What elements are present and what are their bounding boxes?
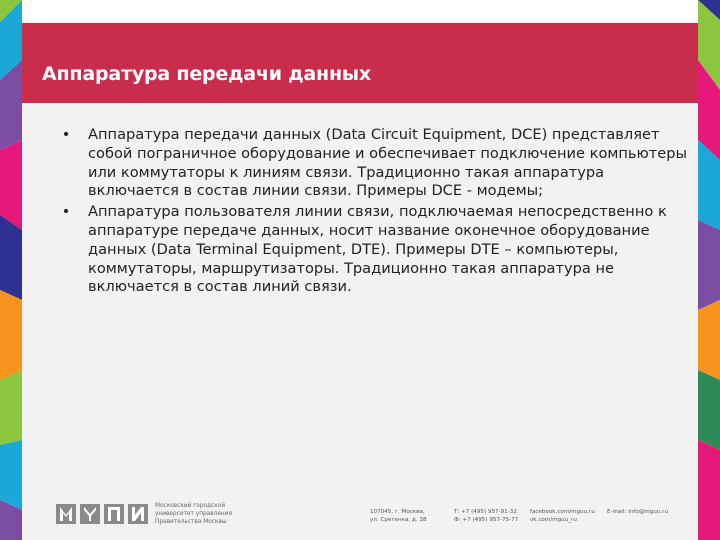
facebook-link[interactable]: facebook.com/mguu.ru bbox=[530, 509, 595, 515]
bullet-item-dce bbox=[56, 126, 696, 201]
slide-top-strip bbox=[22, 0, 698, 22]
slide-content bbox=[56, 126, 696, 299]
university-logo-icon bbox=[56, 503, 148, 529]
footer bbox=[22, 498, 698, 528]
bullet-list bbox=[56, 126, 696, 297]
bullet-marker: • bbox=[61, 126, 71, 143]
left-decor-stripe bbox=[0, 0, 22, 540]
university-name: Московский городской университет управления Правительства Москвы bbox=[155, 503, 232, 525]
bullet-text: Аппаратура пользователя линии связи, подключаемая непосредственно к аппаратуре передаче данных, носит название оконечное оборудование данных (Data Terminal Equipment, DTE). Примеры DTE – компьютеры, коммутаторы, маршрутизаторы. Традиционно такая аппаратура не включается в состав линий связи. bbox=[88, 203, 667, 296]
footer-email[interactable]: E-mail: info@mguu.ru bbox=[607, 509, 668, 515]
footer-social-links bbox=[530, 508, 595, 524]
footer-phones: Т: +7 (495) 957-91-32 Ф: +7 (495) 957-75-77 bbox=[454, 509, 519, 523]
right-decor-stripe bbox=[698, 0, 720, 540]
slide-title: Аппаратура передачи данных bbox=[42, 63, 371, 85]
bullet-text: Аппаратура передачи данных (Data Circuit Equipment, DCE) представляет собой пограничное оборудование и обеспечивает подключение компьютеры или коммутаторы к линиям связи. Традиционно такая аппаратура включается в состав линии связи. Примеры DCE - модемы; bbox=[88, 126, 688, 200]
footer-address: 107045, г. Москва, ул. Сретенка, д. 28 bbox=[370, 509, 427, 523]
bullet-item-dte bbox=[56, 203, 696, 297]
slide bbox=[22, 0, 698, 540]
bullet-marker: • bbox=[61, 203, 71, 221]
vk-link[interactable]: vk.com/mguu_ru bbox=[530, 517, 577, 523]
